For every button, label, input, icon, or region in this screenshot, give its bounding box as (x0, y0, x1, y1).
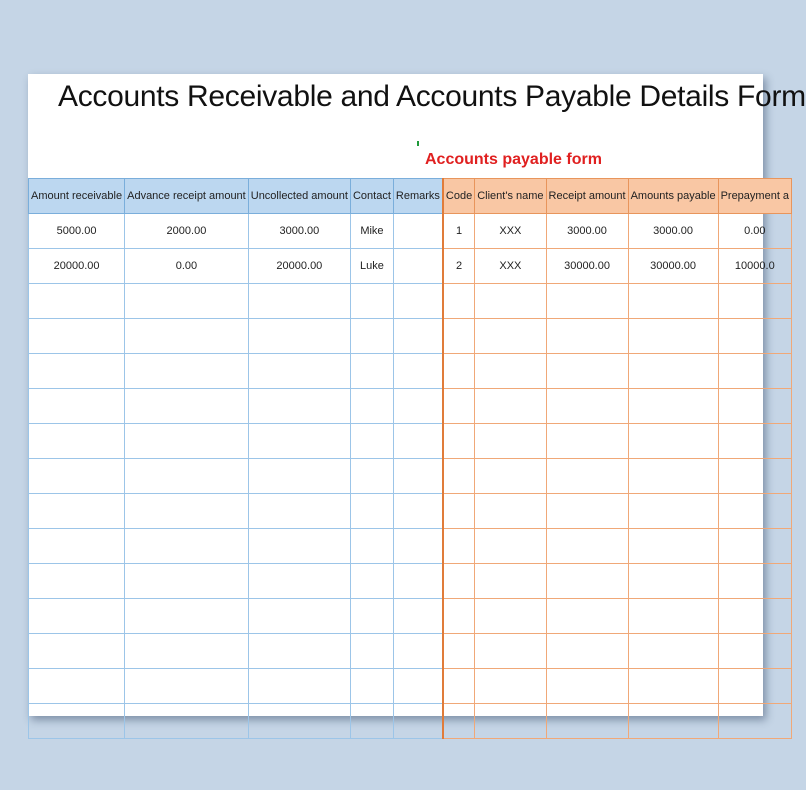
header-amounts-payable[interactable]: Amounts payable (628, 179, 718, 214)
empty-cell[interactable] (475, 599, 546, 634)
cell-amount-receivable[interactable]: 5000.00 (29, 214, 125, 249)
empty-cell[interactable] (350, 459, 393, 494)
empty-cell[interactable] (443, 284, 475, 319)
cell-prepayment[interactable]: 0.00 (718, 214, 791, 249)
empty-cell[interactable] (475, 284, 546, 319)
header-remarks[interactable]: Remarks (393, 179, 443, 214)
empty-cell[interactable] (125, 459, 249, 494)
empty-cell[interactable] (29, 424, 125, 459)
empty-cell[interactable] (628, 494, 718, 529)
empty-cell[interactable] (443, 599, 475, 634)
empty-row (29, 494, 792, 529)
empty-cell[interactable] (546, 564, 628, 599)
empty-cell[interactable] (248, 564, 350, 599)
cell-advance-receipt[interactable]: 2000.00 (125, 214, 249, 249)
empty-cell[interactable] (350, 529, 393, 564)
empty-cell[interactable] (393, 669, 443, 704)
empty-cell[interactable] (248, 424, 350, 459)
cell-remarks[interactable] (393, 214, 443, 249)
empty-cell[interactable] (443, 459, 475, 494)
empty-row (29, 459, 792, 494)
empty-cell[interactable] (125, 634, 249, 669)
empty-cell[interactable] (393, 494, 443, 529)
empty-cell[interactable] (29, 634, 125, 669)
empty-cell[interactable] (29, 564, 125, 599)
header-receipt-amount[interactable]: Receipt amount (546, 179, 628, 214)
empty-cell[interactable] (628, 319, 718, 354)
empty-cell[interactable] (546, 319, 628, 354)
header-contact[interactable]: Contact (350, 179, 393, 214)
empty-cell[interactable] (443, 634, 475, 669)
empty-cell[interactable] (29, 284, 125, 319)
empty-cell[interactable] (125, 529, 249, 564)
empty-cell[interactable] (393, 354, 443, 389)
empty-cell[interactable] (475, 494, 546, 529)
empty-cell[interactable] (546, 704, 628, 739)
empty-row (29, 634, 792, 669)
empty-cell[interactable] (248, 319, 350, 354)
empty-row (29, 284, 792, 319)
empty-cell[interactable] (475, 354, 546, 389)
empty-cell[interactable] (628, 564, 718, 599)
empty-cell[interactable] (350, 704, 393, 739)
empty-cell[interactable] (29, 704, 125, 739)
empty-row (29, 704, 792, 739)
empty-cell[interactable] (248, 389, 350, 424)
cell-amounts-payable[interactable]: 3000.00 (628, 214, 718, 249)
empty-cell[interactable] (718, 389, 791, 424)
empty-cell[interactable] (718, 319, 791, 354)
empty-cell[interactable] (546, 669, 628, 704)
empty-row (29, 389, 792, 424)
form-title: Accounts Receivable and Accounts Payable Details Form (58, 80, 806, 113)
empty-row (29, 354, 792, 389)
empty-cell[interactable] (443, 529, 475, 564)
empty-cell[interactable] (393, 284, 443, 319)
empty-cell[interactable] (29, 354, 125, 389)
empty-cell[interactable] (29, 459, 125, 494)
empty-cell[interactable] (29, 669, 125, 704)
empty-cell[interactable] (475, 529, 546, 564)
cell-code[interactable]: 2 (443, 249, 475, 284)
empty-cell[interactable] (393, 704, 443, 739)
cell-contact[interactable]: Luke (350, 249, 393, 284)
empty-cell[interactable] (718, 634, 791, 669)
empty-row (29, 669, 792, 704)
empty-cell[interactable] (443, 389, 475, 424)
cell-receipt-amount[interactable]: 3000.00 (546, 214, 628, 249)
empty-cell[interactable] (29, 389, 125, 424)
empty-cell[interactable] (546, 389, 628, 424)
header-client-name[interactable]: Client's name (475, 179, 546, 214)
empty-cell[interactable] (248, 599, 350, 634)
empty-cell[interactable] (628, 529, 718, 564)
empty-cell[interactable] (628, 354, 718, 389)
empty-cell[interactable] (443, 494, 475, 529)
header-amount-receivable[interactable]: Amount receivable (29, 179, 125, 214)
empty-cell[interactable] (248, 669, 350, 704)
cell-prepayment[interactable]: 10000.0 (718, 249, 791, 284)
header-uncollected[interactable]: Uncollected amount (248, 179, 350, 214)
header-prepayment[interactable]: Prepayment a (718, 179, 791, 214)
empty-cell[interactable] (628, 704, 718, 739)
empty-cell[interactable] (546, 424, 628, 459)
empty-cell[interactable] (125, 424, 249, 459)
cell-client-name[interactable]: XXX (475, 249, 546, 284)
empty-cell[interactable] (546, 634, 628, 669)
empty-cell[interactable] (125, 564, 249, 599)
empty-cell[interactable] (248, 634, 350, 669)
cell-client-name[interactable]: XXX (475, 214, 546, 249)
empty-cell[interactable] (718, 669, 791, 704)
empty-cell[interactable] (718, 284, 791, 319)
cell-marker (417, 141, 419, 146)
spreadsheet-sheet (28, 74, 806, 716)
empty-row (29, 424, 792, 459)
empty-cell[interactable] (628, 389, 718, 424)
empty-cell[interactable] (475, 319, 546, 354)
empty-cell[interactable] (443, 564, 475, 599)
empty-cell[interactable] (718, 354, 791, 389)
empty-row (29, 319, 792, 354)
cell-advance-receipt[interactable]: 0.00 (125, 249, 249, 284)
cell-code[interactable]: 1 (443, 214, 475, 249)
empty-cell[interactable] (350, 564, 393, 599)
empty-cell[interactable] (628, 459, 718, 494)
cell-remarks[interactable] (393, 249, 443, 284)
header-advance-receipt[interactable]: Advance receipt amount (125, 179, 249, 214)
empty-cell[interactable] (628, 424, 718, 459)
empty-cell[interactable] (248, 354, 350, 389)
empty-cell[interactable] (546, 494, 628, 529)
empty-cell[interactable] (125, 284, 249, 319)
empty-cell[interactable] (546, 459, 628, 494)
payable-heading: Accounts payable form (425, 151, 602, 168)
cell-contact[interactable]: Mike (350, 214, 393, 249)
table-body (29, 214, 792, 739)
table-row (29, 214, 792, 249)
empty-cell[interactable] (393, 389, 443, 424)
accounts-table (28, 178, 792, 739)
empty-cell[interactable] (248, 284, 350, 319)
empty-cell[interactable] (125, 319, 249, 354)
header-code[interactable]: Code (443, 179, 475, 214)
empty-cell[interactable] (628, 599, 718, 634)
empty-row (29, 529, 792, 564)
empty-cell[interactable] (29, 529, 125, 564)
empty-cell[interactable] (443, 354, 475, 389)
empty-cell[interactable] (125, 704, 249, 739)
empty-cell[interactable] (718, 424, 791, 459)
empty-cell[interactable] (443, 669, 475, 704)
empty-cell[interactable] (29, 494, 125, 529)
empty-cell[interactable] (125, 599, 249, 634)
cell-receipt-amount[interactable]: 30000.00 (546, 249, 628, 284)
empty-cell[interactable] (475, 424, 546, 459)
empty-cell[interactable] (350, 319, 393, 354)
empty-cell[interactable] (350, 669, 393, 704)
empty-cell[interactable] (546, 529, 628, 564)
empty-cell[interactable] (248, 704, 350, 739)
empty-cell[interactable] (350, 354, 393, 389)
empty-cell[interactable] (546, 284, 628, 319)
empty-cell[interactable] (443, 319, 475, 354)
empty-cell[interactable] (718, 459, 791, 494)
empty-cell[interactable] (628, 284, 718, 319)
empty-row (29, 564, 792, 599)
empty-cell[interactable] (443, 704, 475, 739)
cell-amount-receivable[interactable]: 20000.00 (29, 249, 125, 284)
empty-cell[interactable] (393, 634, 443, 669)
empty-cell[interactable] (125, 354, 249, 389)
empty-cell[interactable] (29, 319, 125, 354)
empty-cell[interactable] (475, 389, 546, 424)
empty-cell[interactable] (546, 354, 628, 389)
empty-cell[interactable] (628, 669, 718, 704)
empty-cell[interactable] (248, 459, 350, 494)
empty-cell[interactable] (393, 564, 443, 599)
header-row (29, 179, 792, 214)
empty-cell[interactable] (125, 669, 249, 704)
empty-cell[interactable] (475, 704, 546, 739)
empty-cell[interactable] (125, 389, 249, 424)
empty-cell[interactable] (125, 494, 249, 529)
empty-cell[interactable] (475, 669, 546, 704)
empty-row (29, 599, 792, 634)
empty-cell[interactable] (718, 704, 791, 739)
empty-cell[interactable] (393, 424, 443, 459)
cell-uncollected[interactable]: 20000.00 (248, 249, 350, 284)
cell-uncollected[interactable]: 3000.00 (248, 214, 350, 249)
empty-cell[interactable] (350, 599, 393, 634)
empty-cell[interactable] (393, 529, 443, 564)
empty-cell[interactable] (475, 459, 546, 494)
empty-cell[interactable] (718, 529, 791, 564)
empty-cell[interactable] (628, 634, 718, 669)
empty-cell[interactable] (350, 634, 393, 669)
empty-cell[interactable] (350, 424, 393, 459)
empty-cell[interactable] (350, 494, 393, 529)
empty-cell[interactable] (248, 529, 350, 564)
empty-cell[interactable] (718, 564, 791, 599)
empty-cell[interactable] (546, 599, 628, 634)
cell-amounts-payable[interactable]: 30000.00 (628, 249, 718, 284)
empty-cell[interactable] (393, 599, 443, 634)
empty-cell[interactable] (350, 284, 393, 319)
empty-cell[interactable] (29, 599, 125, 634)
empty-cell[interactable] (350, 389, 393, 424)
table-row (29, 249, 792, 284)
empty-cell[interactable] (718, 494, 791, 529)
empty-cell[interactable] (248, 494, 350, 529)
empty-cell[interactable] (718, 599, 791, 634)
empty-cell[interactable] (443, 424, 475, 459)
empty-cell[interactable] (393, 319, 443, 354)
empty-cell[interactable] (393, 459, 443, 494)
empty-cell[interactable] (475, 564, 546, 599)
empty-cell[interactable] (475, 634, 546, 669)
